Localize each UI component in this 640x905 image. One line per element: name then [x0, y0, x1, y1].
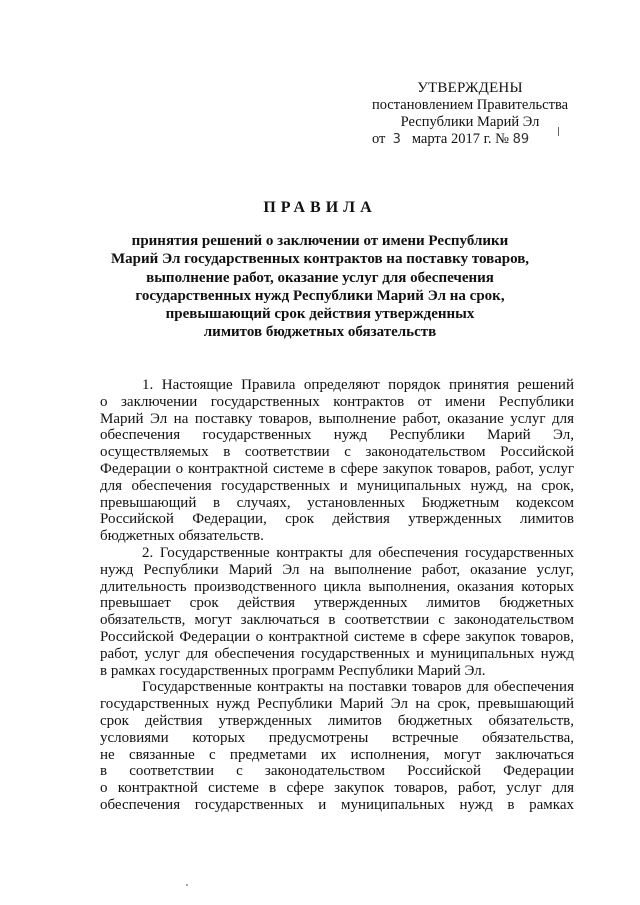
approval-title: УТВЕРЖДЕНЫ	[417, 80, 523, 96]
subtitle-line: принятия решений о заключении от имени Республики	[131, 233, 509, 249]
date-prefix: от	[372, 131, 386, 147]
scan-mark	[558, 127, 559, 136]
subtitle-line: лимитов бюджетных обязательств	[203, 324, 437, 341]
paragraph-line: в рамках государственных программ Республики Марий Эл.	[100, 662, 486, 679]
paragraph-line: Государственные контракты на поставки товаров для обеспечения	[142, 679, 574, 696]
paragraph-line: о заключении государственных контрактов от имени Республики	[100, 393, 574, 410]
document-title: ПРАВИЛА	[263, 199, 377, 216]
paragraph-line: государственных нужд Республики Марий Эл на срок, превышающий	[100, 696, 574, 713]
subtitle-line: выполнение работ, оказание услуг для обеспечения	[146, 269, 494, 286]
date-rest: марта 2017 г. №	[411, 131, 509, 147]
paragraph-line: превышающий в случаях, установленных Бюджетным кодексом	[100, 494, 574, 511]
paragraph	[100, 679, 574, 813]
paragraph-line: обеспечения государственных нужд Республики Марий Эл,	[100, 427, 574, 444]
paragraph-line: длительность производственного цикла выполнения, оказания которых	[100, 578, 574, 595]
paragraph	[100, 545, 574, 679]
paragraph-line: осуществляемых в соответствии с законодательством Российской	[100, 444, 574, 461]
handwritten-day: 3	[392, 132, 401, 147]
paragraph-line: Российской Федерации о контрактной системе в сфере закупок товаров,	[100, 628, 574, 645]
scan-speck	[186, 884, 188, 886]
paragraph-line: в соответствии с законодательством Российской Федерации	[100, 763, 574, 780]
subtitle-line: превышающий срок действия утвержденных	[165, 306, 475, 323]
handwritten-number: 89	[512, 132, 530, 147]
paragraph-line: 2. Государственные контракты для обеспечения государственных	[142, 544, 574, 561]
approval-line-1: постановлением Правительства	[371, 97, 569, 113]
paragraph-line: обязательств, могут заключаться в соответствии с законодательством	[100, 612, 574, 629]
approval-line-2: Республики Марий Эл	[400, 114, 540, 130]
approval-date-line	[355, 131, 585, 148]
subtitle-line: государственных нужд Республики Марий Эл на срок,	[135, 287, 505, 304]
paragraph-line: работ, услуг для обеспечения государственных и муниципальных нужд	[100, 645, 574, 662]
paragraph-line: Российской Федерации, срок действия утвержденных лимитов	[100, 511, 574, 528]
paragraph-line: срок действия утвержденных лимитов бюджетных обязательств,	[100, 712, 574, 729]
paragraph-line: обеспечения государственных и муниципальных нужд в рамках	[100, 796, 574, 813]
approval-block	[355, 80, 585, 148]
paragraph-line: бюджетных обязательств.	[100, 528, 264, 545]
paragraph-line: не связанные с предметами их исполнения, могут заключаться	[100, 746, 574, 763]
paragraph	[100, 377, 574, 545]
paragraph-line: 1. Настоящие Правила определяют порядок принятия решений	[142, 377, 574, 393]
paragraph-line: превышает срок действия утвержденных лимитов бюджетных	[100, 595, 574, 612]
document-subtitle	[100, 232, 540, 342]
subtitle-line: Марий Эл государственных контрактов на поставку товаров,	[110, 251, 530, 268]
paragraph-line: о контрактной системе в сфере закупок товаров, работ, услуг для	[100, 780, 574, 797]
paragraph-line: нужд Республики Марий Эл на выполнение работ, оказание услуг,	[100, 561, 574, 578]
paragraph-line: условиями которых предусмотрены встречные обязательства,	[100, 729, 574, 746]
paragraph-line: Федерации о контрактной системе в сфере закупок товаров, работ, услуг	[100, 460, 574, 477]
document-body	[100, 377, 574, 814]
paragraph-line: Марий Эл на поставку товаров, выполнение работ, оказание услуг для	[100, 410, 574, 427]
paragraph-line: для обеспечения государственных и муниципальных нужд, на срок,	[100, 477, 574, 494]
